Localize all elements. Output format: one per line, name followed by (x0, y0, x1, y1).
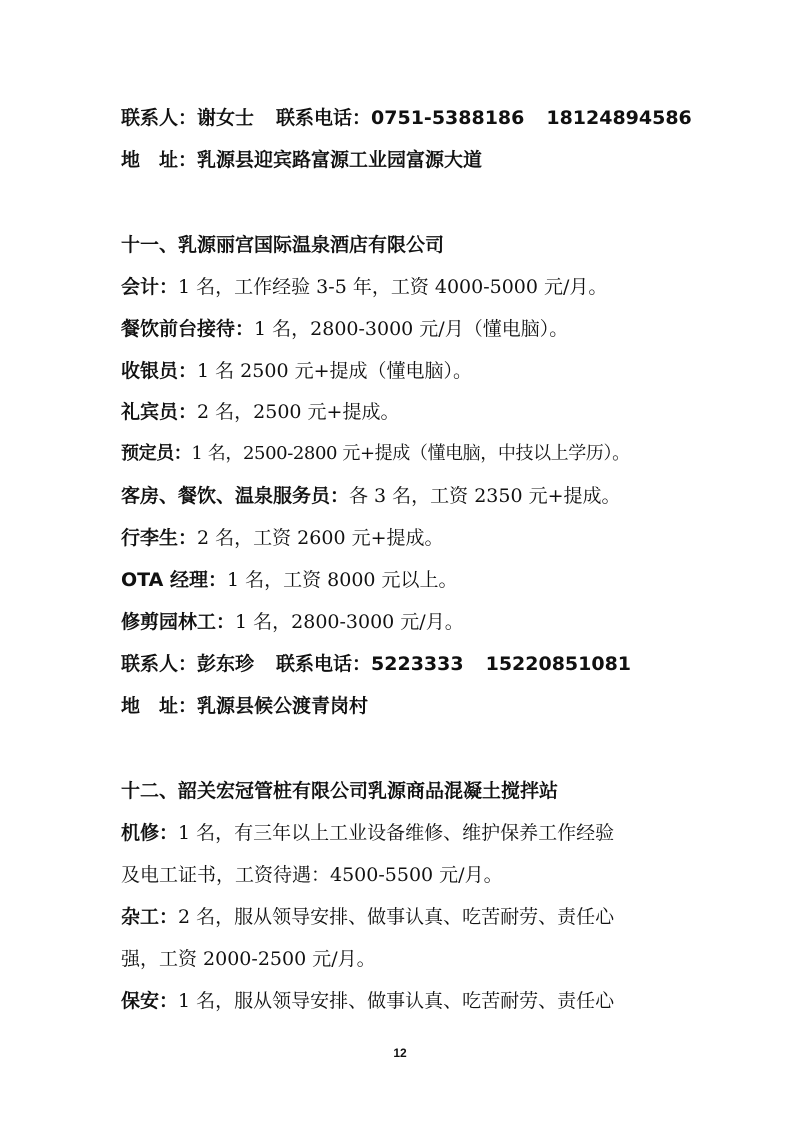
phone-1: 5223333 (371, 653, 464, 675)
phone-1: 0751-5388186 (371, 107, 525, 129)
job-line (121, 566, 458, 594)
job-line (121, 482, 621, 510)
job-title: 预定员： (121, 443, 192, 464)
job-line (121, 440, 630, 468)
address-line-block2 (121, 692, 368, 720)
contact-name: 彭东珍 (197, 653, 255, 675)
job-desc: 2 名，服从领导安排、做事认真、吃苦耐劳、责任心 (178, 906, 615, 928)
job-desc: 2 名，工资 2600 元+提成。 (197, 527, 444, 549)
address-label: 地 址： (121, 695, 198, 717)
job-line (121, 987, 614, 1015)
job-desc: 1 名，有三年以上工业设备维修、维护保养工作经验 (178, 822, 615, 844)
job-line (121, 524, 444, 552)
job-line (121, 315, 568, 343)
job-desc: 1 名，2800-3000 元/月（懂电脑）。 (254, 318, 569, 340)
contact-label: 联系人： (121, 653, 198, 675)
job-title: OTA 经理： (121, 569, 227, 591)
job-desc-continuation: 强，工资 2000-2500 元/月。 (121, 948, 376, 970)
contact-line-block1 (121, 104, 692, 132)
contact-line-block2 (121, 650, 631, 678)
job-line (121, 357, 472, 385)
job-line (121, 608, 464, 636)
job-desc: 1 名，2500-2800 元+提成（懂电脑，中技以上学历）。 (191, 443, 630, 464)
job-desc: 1 名 2500 元+提成（懂电脑）。 (197, 360, 472, 382)
job-title: 收银员： (121, 360, 198, 382)
job-line (121, 398, 399, 426)
job-title: 杂工： (121, 906, 179, 928)
job-line (121, 273, 607, 301)
contact-label: 联系人： (121, 107, 198, 129)
job-desc-continuation: 及电工证书，工资待遇：4500-5500 元/月。 (121, 864, 503, 886)
job-title: 礼宾员： (121, 401, 198, 423)
job-title: 餐饮前台接待： (121, 318, 255, 340)
job-line (121, 819, 614, 847)
address-line-block1 (121, 146, 482, 174)
job-desc: 1 名，服从领导安排、做事认真、吃苦耐劳、责任心 (178, 990, 615, 1012)
job-desc: 各 3 名，工资 2350 元+提成。 (349, 485, 621, 507)
phone-label: 联系电话： (276, 653, 372, 675)
address-value: 乳源县迎宾路富源工业园富源大道 (197, 149, 483, 171)
phone-2: 15220851081 (485, 653, 632, 675)
contact-name: 谢女士 (197, 107, 255, 129)
phone-2: 18124894586 (546, 107, 692, 129)
section-heading-11: 十一、乳源丽宫国际温泉酒店有限公司 (121, 234, 445, 256)
job-desc: 1 名，工作经验 3-5 年，工资 4000-5000 元/月。 (178, 276, 608, 298)
section-heading-12: 十二、韶关宏冠管桩有限公司乳源商品混凝土搅拌站 (121, 780, 559, 802)
address-label: 地 址： (121, 149, 198, 171)
page-number: 12 (393, 1046, 407, 1060)
job-desc: 1 名，2800-3000 元/月。 (235, 611, 464, 633)
job-title: 修剪园林工： (121, 611, 236, 633)
job-title: 机修： (121, 822, 179, 844)
job-line (121, 903, 614, 931)
job-desc: 1 名，工资 8000 元以上。 (226, 569, 458, 591)
address-value: 乳源县候公渡青岗村 (197, 695, 369, 717)
job-title: 会计： (121, 276, 179, 298)
job-title: 保安： (121, 990, 179, 1012)
job-title: 行李生： (121, 527, 198, 549)
job-desc: 2 名，2500 元+提成。 (197, 401, 400, 423)
job-title: 客房、餐饮、温泉服务员： (121, 485, 350, 507)
phone-label: 联系电话： (276, 107, 372, 129)
